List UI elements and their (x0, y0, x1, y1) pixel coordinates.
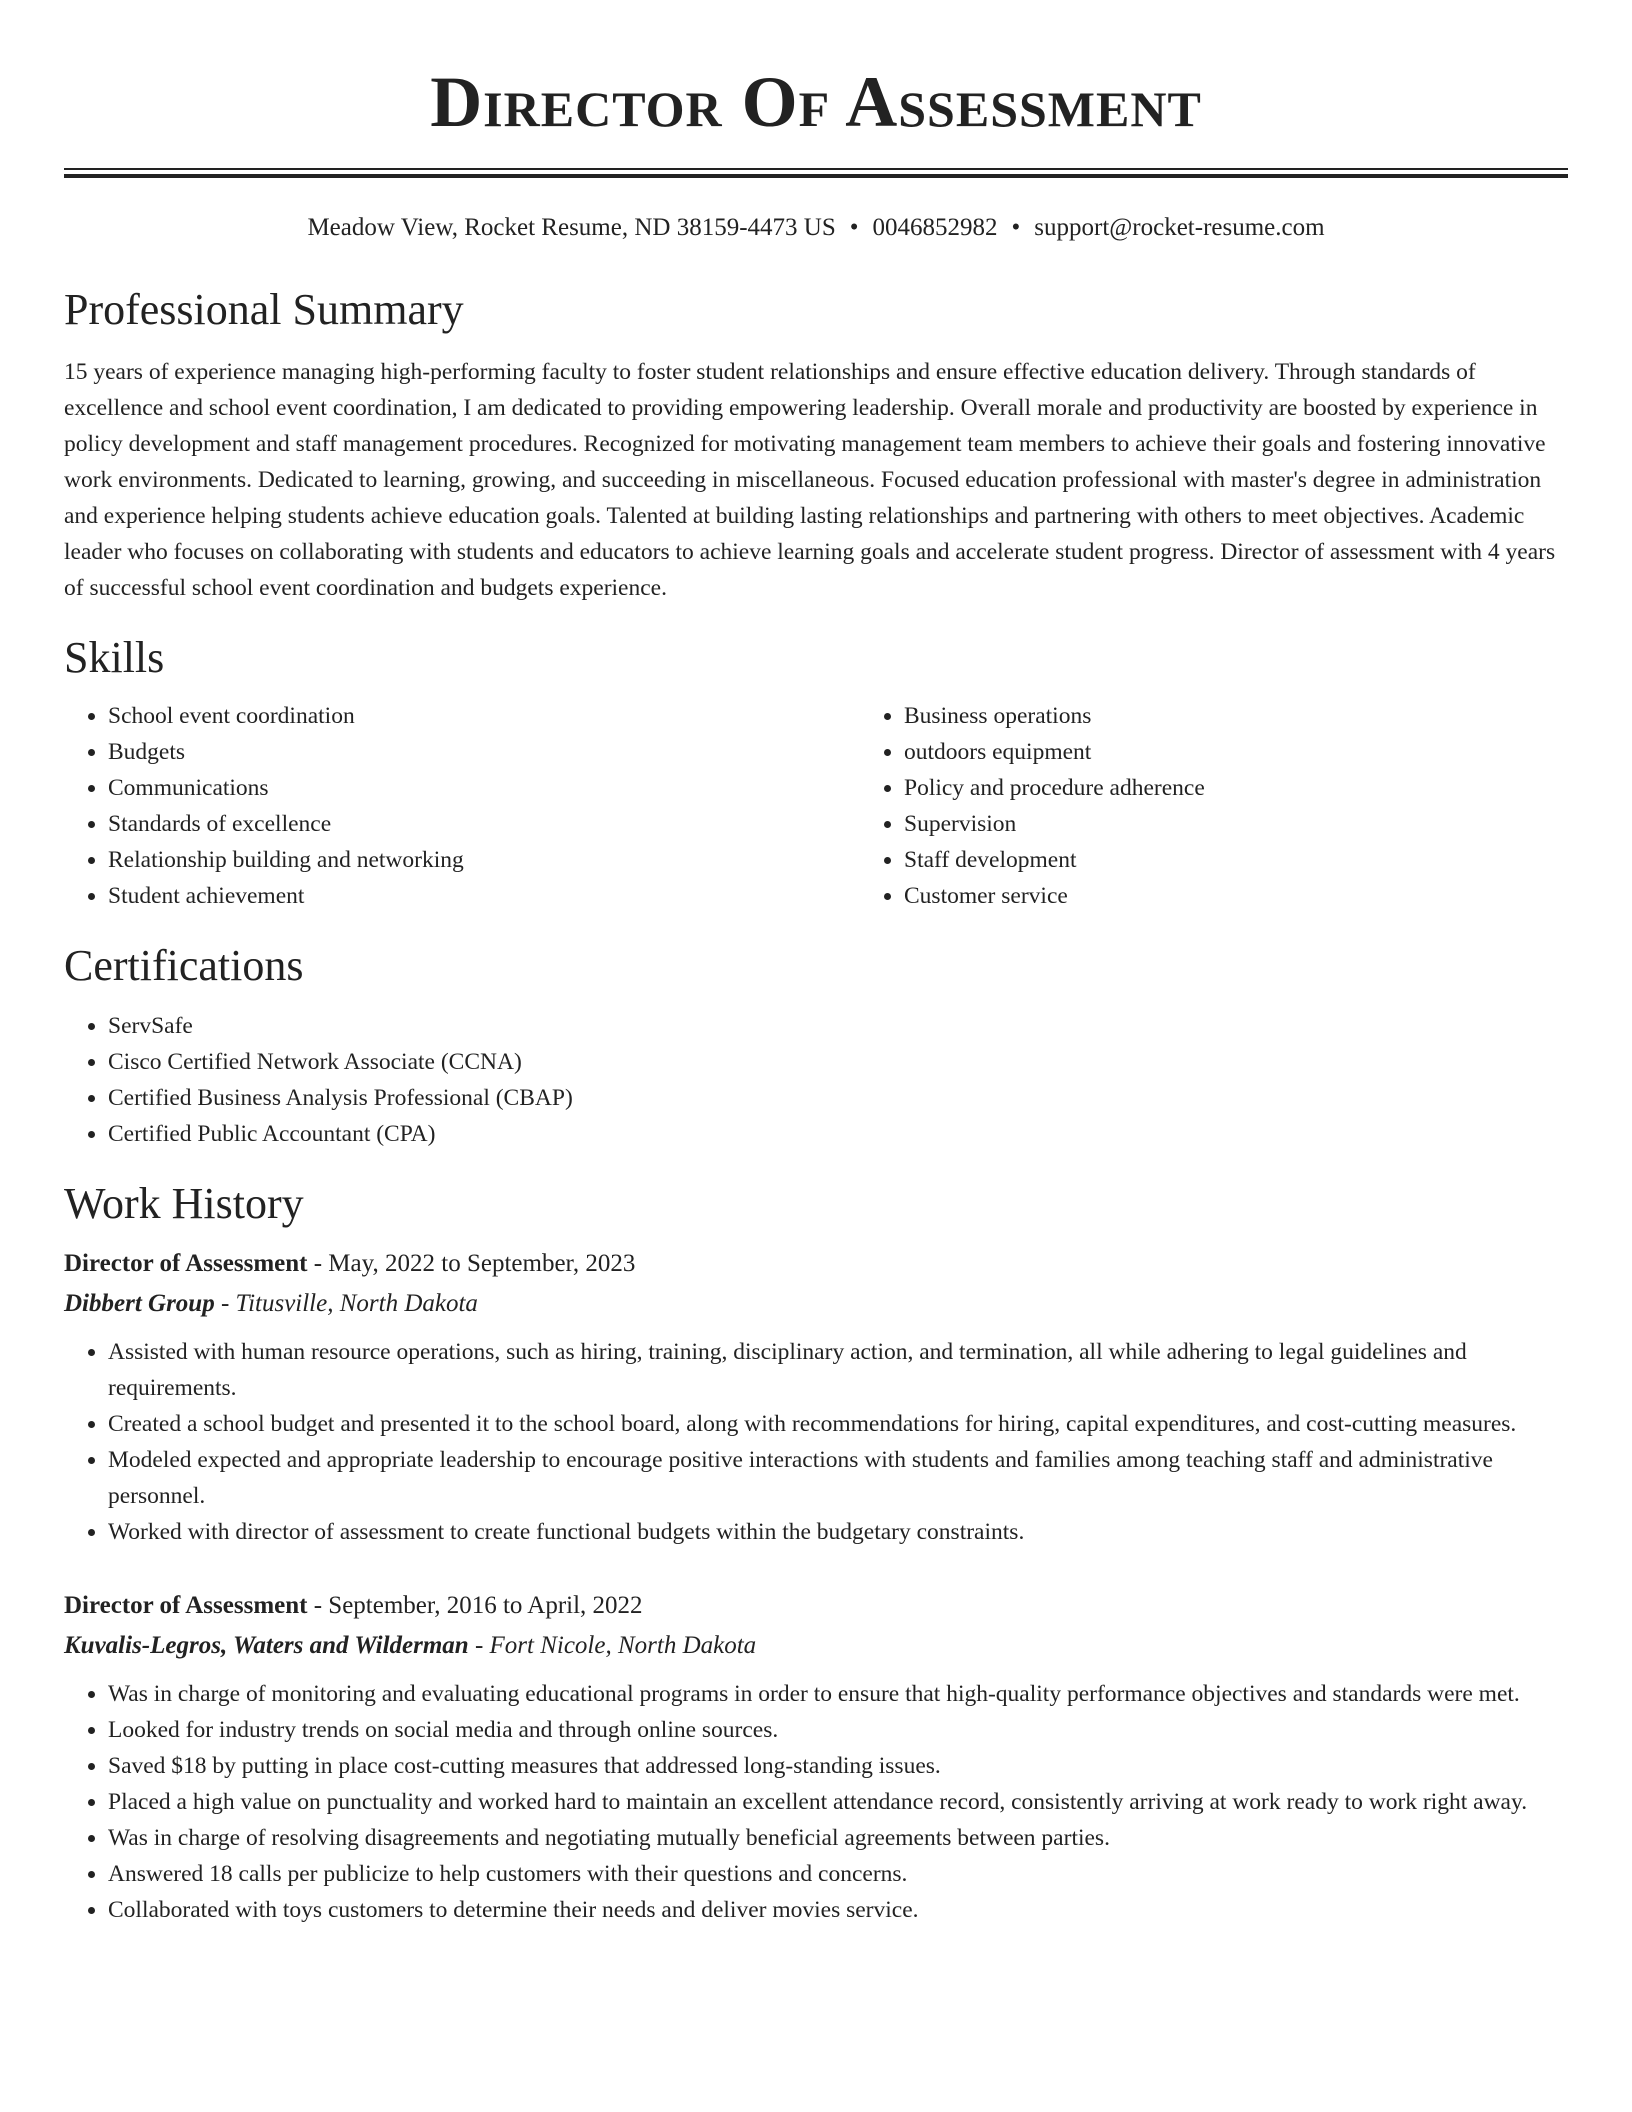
skills-list-left (64, 698, 860, 914)
header-double-rule (64, 168, 1568, 178)
contact-separator: • (1011, 214, 1021, 241)
skill-item: • Student achievement (108, 878, 860, 914)
job-entry (64, 1244, 1568, 1550)
contact-line (64, 212, 1568, 244)
skills-columns (64, 698, 1568, 914)
skill-item: • Relationship building and networking (108, 842, 860, 878)
job-company: Kuvalis-Legros, Waters and Wilderman (64, 1632, 469, 1659)
certification-item: • Certified Business Analysis Professional (CBAP) (108, 1080, 1568, 1116)
section-title-certifications: Certifications (64, 941, 304, 990)
job-bullet: • Was in charge of monitoring and evaluating educational programs in order to ensure that high-quality performance objectives and standards were met. (108, 1676, 1568, 1712)
job-bullet: • Saved $18 by putting in place cost-cutting measures that addressed long-standing issues. (108, 1748, 1568, 1784)
job-dates: - May, 2022 to September, 2023 (307, 1250, 636, 1277)
job-dates: - September, 2016 to April, 2022 (307, 1592, 643, 1619)
job-title-line (64, 1586, 1568, 1626)
job-location: - Titusville, North Dakota (214, 1290, 478, 1317)
job-bullet: • Worked with director of assessment to create functional budgets within the budgetary constraints. (108, 1514, 1568, 1550)
section-title-skills: Skills (64, 633, 165, 682)
job-bullet: • Looked for industry trends on social media and through online sources. (108, 1712, 1568, 1748)
job-bullets (64, 1334, 1568, 1550)
job-bullet: • Assisted with human resource operations, such as hiring, training, disciplinary action, and termination, all while adhering to legal guidelines and requirements. (108, 1334, 1568, 1406)
skill-item: • Policy and procedure adherence (904, 770, 1632, 806)
job-bullet: • Answered 18 calls per publicize to help customers with their questions and concerns. (108, 1856, 1568, 1892)
job-bullet: • Was in charge of resolving disagreements and negotiating mutually beneficial agreements between parties. (108, 1820, 1568, 1856)
certifications-list (64, 1008, 1568, 1152)
job-location: - Fort Nicole, North Dakota (468, 1632, 757, 1659)
job-entry (64, 1586, 1568, 1928)
job-title: Director of Assessment (64, 1592, 308, 1619)
job-company-line (64, 1284, 1568, 1324)
contact-email: support@rocket-resume.com (1034, 214, 1325, 241)
job-title: Director of Assessment (64, 1250, 308, 1277)
section-title-work-history: Work History (64, 1179, 304, 1228)
certification-item: • Certified Public Accountant (CPA) (108, 1116, 1568, 1152)
certification-item: • ServSafe (108, 1008, 1568, 1044)
job-bullet: • Modeled expected and appropriate leadership to encourage positive interactions with students and families among teaching staff and administrative personnel. (108, 1442, 1568, 1514)
contact-phone: 0046852982 (872, 214, 998, 241)
skill-item: • Supervision (904, 806, 1632, 842)
certification-item: • Cisco Certified Network Associate (CCNA) (108, 1044, 1568, 1080)
job-bullet: • Created a school budget and presented it to the school board, along with recommendations for hiring, capital expenditures, and cost-cutting measures. (108, 1406, 1568, 1442)
skill-item: • Communications (108, 770, 860, 806)
job-bullet: • Placed a high value on punctuality and worked hard to maintain an excellent attendance record, consistently arriving at work ready to work right away. (108, 1784, 1568, 1820)
section-title-summary: Professional Summary (64, 285, 464, 334)
contact-address: Meadow View, Rocket Resume, ND 38159-4473 US (307, 214, 836, 241)
skill-item: • Standards of excellence (108, 806, 860, 842)
skill-item: • Staff development (904, 842, 1632, 878)
skills-list-right (860, 698, 1632, 914)
contact-separator: • (849, 214, 859, 241)
skill-item: • outdoors equipment (904, 734, 1632, 770)
job-company-line (64, 1626, 1568, 1666)
job-bullets (64, 1676, 1568, 1928)
skill-item: • Budgets (108, 734, 860, 770)
job-company: Dibbert Group (64, 1290, 215, 1317)
job-bullet: • Collaborated with toys customers to determine their needs and deliver movies service. (108, 1892, 1568, 1928)
skill-item: • Customer service (904, 878, 1632, 914)
resume-name-heading: Director Of Assessment (430, 62, 1202, 142)
summary-paragraph: 15 years of experience managing high-performing faculty to foster student relationships and ensure effective education delivery. Through standards of excellence and school event coordination, I am dedicated to providing empowering leadership. Overall morale and productivity are boosted by experience in policy development and staff management procedures. Recognized for motivating management team members to achieve their goals and fostering innovative work environments. Dedicated to learning, growing, and succeeding in miscellaneous. Focused education professional with master's degree in administration and experience helping students achieve education goals. Talented at building lasting relationships and partnering with others to meet objectives. Academic leader who focuses on collaborating with students and educators to achieve learning goals and accelerate student progress. Director of assessment with 4 years of successful school event coordination and budgets experience. (64, 359, 1556, 601)
skill-item: • Business operations (904, 698, 1632, 734)
skill-item: • School event coordination (108, 698, 860, 734)
job-title-line (64, 1244, 1568, 1284)
